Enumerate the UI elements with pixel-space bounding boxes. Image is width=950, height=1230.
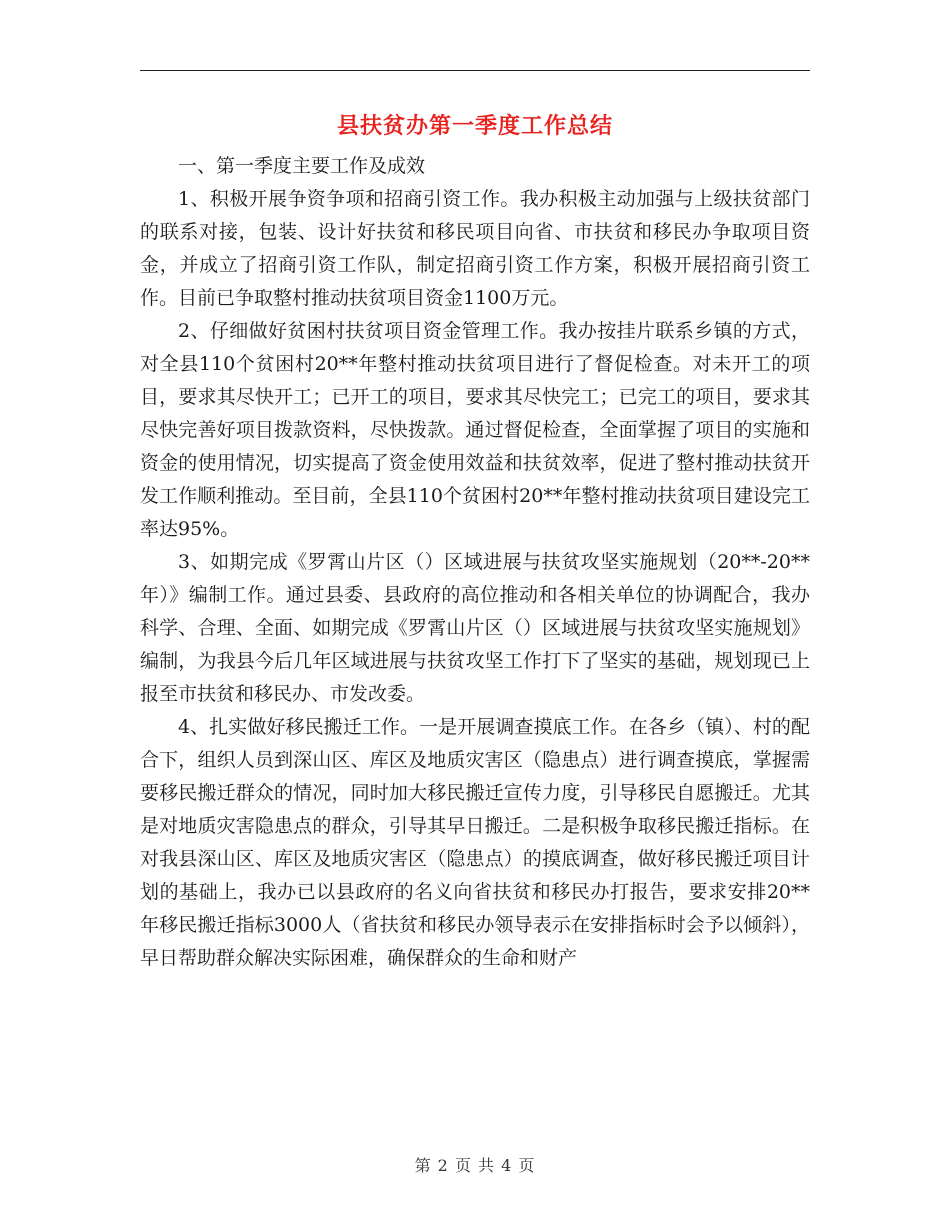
header-rule	[140, 70, 810, 71]
paragraph-1: 1、积极开展争资争项和招商引资工作。我办积极主动加强与上级扶贫部门的联系对接，包装、设计好扶贫和移民项目向省、市扶贫和移民办争取项目资金，并成立了招商引资工作队，制定招商引资工作方案，积极开展招商引资工作。目前已争取整村推动扶贫项目资金1100万元。	[140, 188, 810, 309]
section-heading: 一、第一季度主要工作及成效	[178, 155, 426, 177]
document-title: 县扶贫办第一季度工作总结	[336, 113, 613, 139]
page-number: 第 2 页 共 4 页	[414, 1156, 536, 1175]
paragraph-2: 2、仔细做好贫困村扶贫项目资金管理工作。我办按挂片联系乡镇的方式，对全县110个贫困村20**年整村推动扶贫项目进行了督促检查。对未开工的项目，要求其尽快开工；已开工的项目，要求其尽快完工；已完工的项目，要求其尽快完善好项目拨款资料，尽快拨款。通过督促检查，全面掌握了项目的实施和资金的使用情况，切实提高了资金使用效益和扶贫效率，促进了整村推动扶贫开发工作顺利推动。至目前，全县110个贫困村20**年整村推动扶贫项目建设完工率达95%。	[140, 320, 810, 540]
document-body	[140, 150, 810, 975]
paragraph-3: 3、如期完成《罗霄山片区（）区域进展与扶贫攻坚实施规划（20**-20**年）》编制工作。通过县委、县政府的高位推动和各相关单位的协调配合，我办科学、合理、全面、如期完成《罗霄山片区（）区域进展与扶贫攻坚实施规划》编制，为我县今后几年区域进展与扶贫攻坚工作打下了坚实的基础，规划现已上报至市扶贫和移民办、市发改委。	[140, 551, 810, 705]
paragraph-4: 4、扎实做好移民搬迁工作。一是开展调查摸底工作。在各乡（镇）、村的配合下，组织人员到深山区、库区及地质灾害区（隐患点）进行调查摸底，掌握需要移民搬迁群众的情况，同时加大移民搬迁宣传力度，引导移民自愿搬迁。尤其是对地质灾害隐患点的群众，引导其早日搬迁。二是积极争取移民搬迁指标。在对我县深山区、库区及地质灾害区（隐患点）的摸底调查，做好移民搬迁项目计划的基础上，我办已以县政府的名义向省扶贫和移民办打报告，要求安排20**年移民搬迁指标3000人（省扶贫和移民办领导表示在安排指标时会予以倾斜），早日帮助群众解决实际困难，确保群众的生命和财产	[140, 716, 810, 969]
